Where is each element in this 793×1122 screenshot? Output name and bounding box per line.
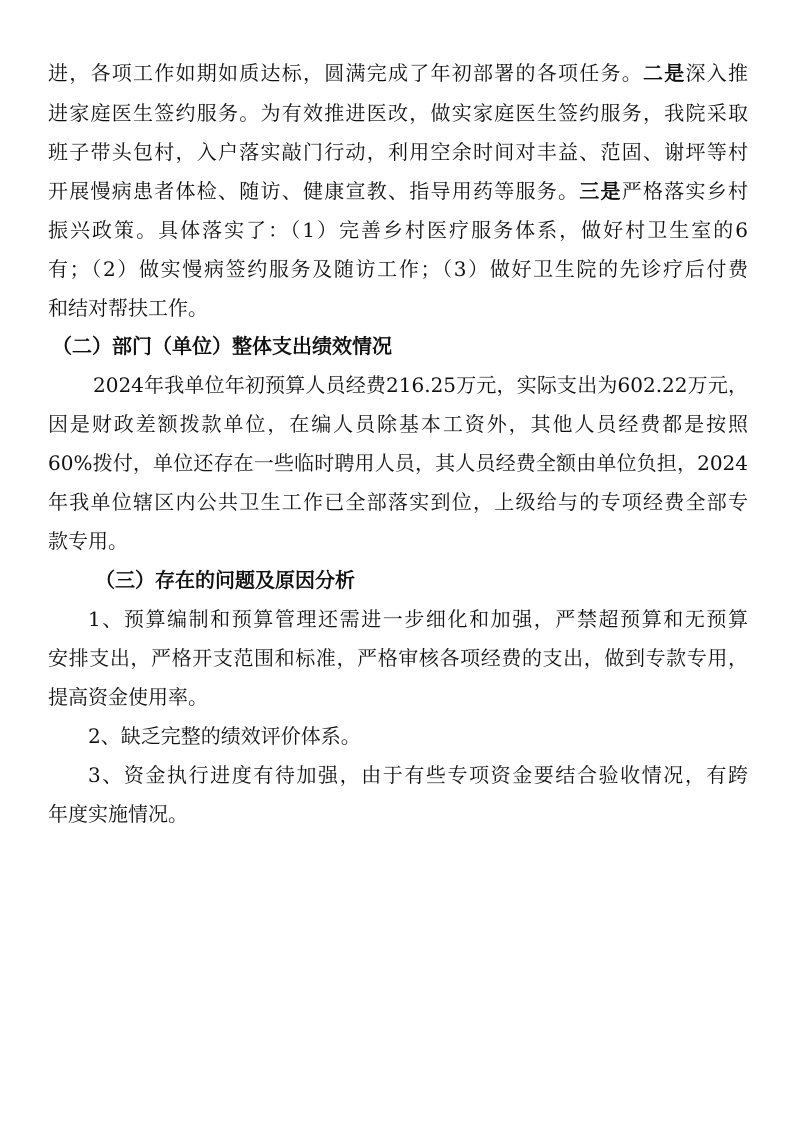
paragraph-line: 年度实施情况。 <box>48 802 188 826</box>
paragraph-line: 年我单位辖区内公共卫生工作已全部落实到位，上级给与的专项经费全部专 <box>48 490 748 514</box>
section-heading: （二）部门（单位）整体支出绩效情况 <box>52 334 392 358</box>
paragraph-line <box>48 249 748 289</box>
text-run: 有；（2）做实慢病签约服务及随访工作；（3）做好卫生院的先诊疗后付费 <box>48 257 748 281</box>
text-run: 开展慢病患者体检、随访、健康宣教、指导用药等服务。 <box>48 179 580 203</box>
paragraph-line: 60%拨付，单位还存在一些临时聘用人员，其人员经费全额由单位负担，2024 <box>48 451 748 475</box>
paragraph-line <box>48 93 748 133</box>
text-run: 班子带头包村，入户落实敲门行动，利用空余时间对丰益、范固、谢坪等村 <box>48 140 748 164</box>
emphasis-run: 二是 <box>643 61 686 85</box>
text-run: 严格落实乡村 <box>621 179 748 203</box>
paragraph-line: 款专用。 <box>48 529 128 553</box>
text-run: 振兴政策。具体落实了：（1）完善乡村医疗服务体系，做好村卫生室的6 <box>48 218 748 242</box>
text-run: 进，各项工作如期如质达标，圆满完成了年初部署的各项任务。 <box>48 61 643 85</box>
text-run: 和结对帮扶工作。 <box>48 296 208 320</box>
paragraph-line: 因是财政差额拨款单位，在编人员除基本工资外，其他人员经费都是按照 <box>48 412 748 436</box>
paragraph-line <box>48 171 748 211</box>
paragraph-line <box>48 53 748 93</box>
paragraph-line <box>48 288 748 328</box>
paragraph-line: 2、缺乏完整的绩效评价体系。 <box>88 724 361 748</box>
paragraph-line: 3、资金执行进度有待加强，由于有些专项资金要结合验收情况，有跨 <box>88 763 748 787</box>
section-heading: （三）存在的问题及原因分析 <box>95 568 355 592</box>
paragraph-line <box>48 210 748 250</box>
paragraph-line: 安排支出，严格开支范围和标准，严格审核各项经费的支出，做到专款专用， <box>48 646 748 670</box>
paragraph-line: 1、预算编制和预算管理还需进一步细化和加强，严禁超预算和无预算 <box>88 607 748 631</box>
text-run: 进家庭医生签约服务。为有效推进医改，做实家庭医生签约服务，我院采取 <box>48 101 748 125</box>
paragraph-line: 2024年我单位年初预算人员经费216.25万元，实际支出为602.22万元， <box>93 373 748 397</box>
text-run: 深入推 <box>685 61 748 85</box>
paragraph-line: 提高资金使用率。 <box>48 685 208 709</box>
paragraph-line <box>48 132 748 172</box>
emphasis-run: 三是 <box>579 179 622 203</box>
